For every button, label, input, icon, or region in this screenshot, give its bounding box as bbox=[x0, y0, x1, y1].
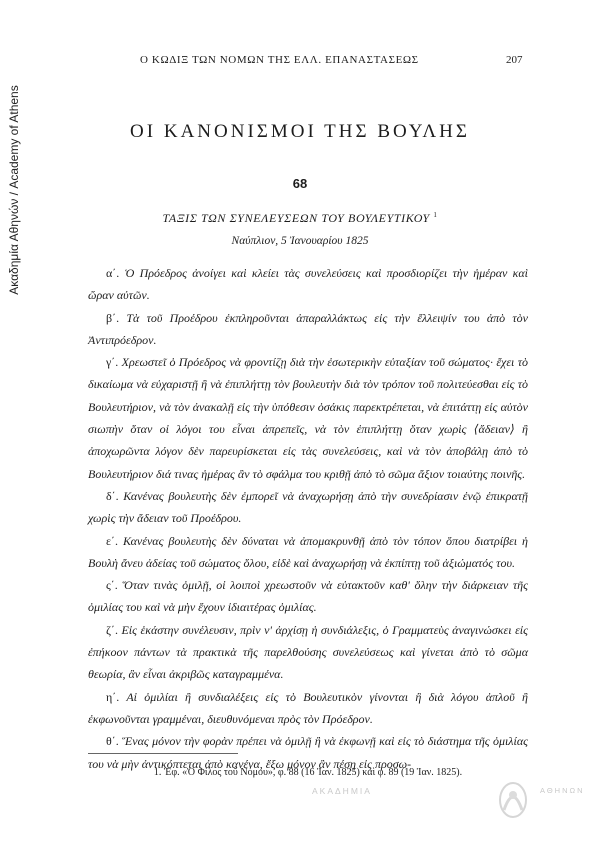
article-number: β΄. bbox=[106, 310, 120, 325]
document-number: 68 bbox=[292, 176, 308, 191]
article-number: ζ΄. bbox=[106, 622, 118, 637]
page-title: ΟΙ ΚΑΝΟΝΙΣΜΟΙ ΤΗΣ ΒΟΥΛΗΣ bbox=[130, 121, 470, 142]
footnote-marker: 1 bbox=[433, 211, 438, 219]
article-text: Ὁ Πρόεδρος ἀνοίγει καὶ κλείει τὰς συνελεύσεις καὶ προσδιορίζει τὴν ἡμέραν καὶ ὥραν αὐτῶν. bbox=[88, 266, 528, 303]
running-title: Ο ΚΩΔΙΞ ΤΩΝ ΝΟΜΩΝ ΤΗΣ ΕΛΛ. ΕΠΑΝΑΣΤΑΣΕΩΣ bbox=[140, 54, 419, 66]
article-7 bbox=[88, 619, 528, 686]
article-text: Εἰς ἑκάστην συνέλευσιν, πρὶν ν' ἀρχίσῃ ἡ συνδιάλεξις, ὁ Γραμματεὺς ἀναγινώσκει εἰς ἐπήκοον πάντων τὰ πρακτικὰ τῆς παρελθούσης συνελεύσεως καὶ γίνεται ἀπὸ τὸ σῶμα θεωρία, ἂν εἶναι ἀκριβῶς καταγραμμένα. bbox=[88, 622, 529, 682]
article-6 bbox=[88, 574, 528, 619]
dateline: Ναύπλιον, 5 Ἰανουαρίου 1825 bbox=[231, 235, 369, 247]
article-text: Χρεωστεῖ ὁ Πρόεδρος νὰ φροντίζῃ διὰ τὴν ἐσωτερικὴν εὐταξίαν τοῦ σώματος· ἔχει τὸ δικαίωμα νὰ εὐχαριστῇ ἢ νὰ ἐπιπλήττῃ τὸν βουλευτὴν διὰ τὸν τρόπον τοῦ πολιτεύεσθαι εἰς τὸ Βουλευτήριον, νὰ τὸν ἀνακαλῇ εἰς τὴν ὑπόθεσιν ὁσάκις παρεκτρέπεται, νὰ ἐπιτάττῃ εἰς αὐτὸν σιωπὴν ὅταν οἱ λόγοι του εἶναι ἀπρεπεῖς, νὰ τὸν ἐπιπλήττῃ ὅταν χωρὶς ⟨ἄδειαν⟩ ἢ ἀποχωρῶντα λόγον δὲν παρευρίσκεται εἰς τὰς συνελεύσεις, καὶ νὰ τὸν ἀποβάλῃ ἀπὸ τὸ Βουλευτήριον διά τινας ἡμέρας ἂν τὸ σφάλμα του κριθῇ ἀπὸ τὸ σῶμα ἄξιον τοιαύτης ποινῆς. bbox=[88, 355, 528, 481]
article-text: Κανένας βουλευτὴς δὲν ἐμπορεῖ νὰ ἀναχωρήσῃ ἀπὸ τὴν συνεδρίασιν ἐνῷ ἐπικρατῇ χωρὶς τὴν ἄδειαν τοῦ Προέδρου. bbox=[88, 488, 528, 526]
article-2 bbox=[88, 307, 528, 352]
article-text: Κανένας βουλευτὴς δὲν δύναται νὰ ἀπομακρυνθῇ ἀπὸ τὸν τόπον ὅπου διατρίβει ἡ Βουλὴ ἄνευ ἀδείας τοῦ σώματος ὅλου, εἰδὲ καὶ ἀναχωρήσῃ νὰ ἐκπίπτῃ τοῦ ἀξιώματός του. bbox=[88, 533, 528, 570]
article-5 bbox=[88, 530, 528, 575]
article-4 bbox=[88, 485, 528, 530]
article-number: δ΄. bbox=[106, 488, 119, 503]
section-subtitle bbox=[0, 211, 600, 226]
footnote-divider bbox=[88, 753, 238, 754]
article-text: Ἕνας μόνον τὴν φορὰν πρέπει νὰ ὁμιλῇ ἢ νὰ ἐκφωνῇ καὶ εἰς τὸ διάστημα τῆς ὁμιλίας του νὰ μὴν ἀντικόπτεται ἀπὸ κανένα, ἔξω μόνον ἂν πέσῃ εἰς προσω- bbox=[88, 734, 529, 771]
article-number: ς΄. bbox=[106, 578, 118, 593]
watermark-word-right: ΑΘΗΝΩΝ bbox=[540, 786, 585, 795]
article-list bbox=[88, 262, 528, 775]
article-number: θ΄. bbox=[106, 734, 119, 749]
academy-seal-icon bbox=[488, 780, 538, 820]
article-number: α΄. bbox=[106, 266, 120, 280]
article-text: Ὅταν τινὰς ὁμιλῇ, οἱ λοιποὶ χρεωστοῦν νὰ εὐτακτοῦν καθ' ὅλην τὴν διάρκειαν τῆς ὁμιλίας του καὶ νὰ μὴν ἔχουν ἰδιαιτέρας ὁμιλίας. bbox=[88, 578, 528, 615]
article-1 bbox=[88, 262, 528, 307]
article-number: ε΄. bbox=[106, 533, 119, 548]
footnote: 1. Ἐφ. «Ὁ Φίλος τοῦ Νόμου», φ. 88 (16 Ἰαν. 1825) καὶ φ. 89 (19 Ἰαν. 1825). bbox=[153, 767, 463, 778]
page-number: 207 bbox=[506, 54, 523, 66]
article-3 bbox=[88, 351, 528, 485]
article-number: η΄. bbox=[106, 689, 120, 704]
subtitle-text: ΤΑΞΙΣ ΤΩΝ ΣΥΝΕΛΕΥΣΕΩΝ ΤΟΥ ΒΟΥΛΕΥΤΙΚΟΥ bbox=[162, 211, 430, 225]
running-head bbox=[0, 54, 600, 70]
side-watermark-text: Ακαδημία Αθηνών / Academy of Athens bbox=[7, 85, 21, 295]
article-8 bbox=[88, 686, 528, 731]
article-text: Αἱ ὁμιλίαι ἢ συνδιαλέξεις εἰς τὸ Βουλευτικὸν γίνονται ἢ διὰ λόγου ἁπλοῦ ἢ ἐκφωνοῦνται γραμμέναι, διευθυνόμεναι πρὸς τὸν Πρόεδρον. bbox=[88, 689, 528, 726]
article-text: Τὰ τοῦ Προέδρου ἐκπληροῦνται ἀπαραλλάκτως εἰς τὴν ἔλλειψίν του ἀπὸ τὸν Ἀντιπρόεδρον. bbox=[88, 310, 529, 347]
watermark-word-left: ΑΚΑΔΗΜΙΑ bbox=[312, 786, 372, 796]
article-number: γ΄. bbox=[106, 355, 119, 370]
